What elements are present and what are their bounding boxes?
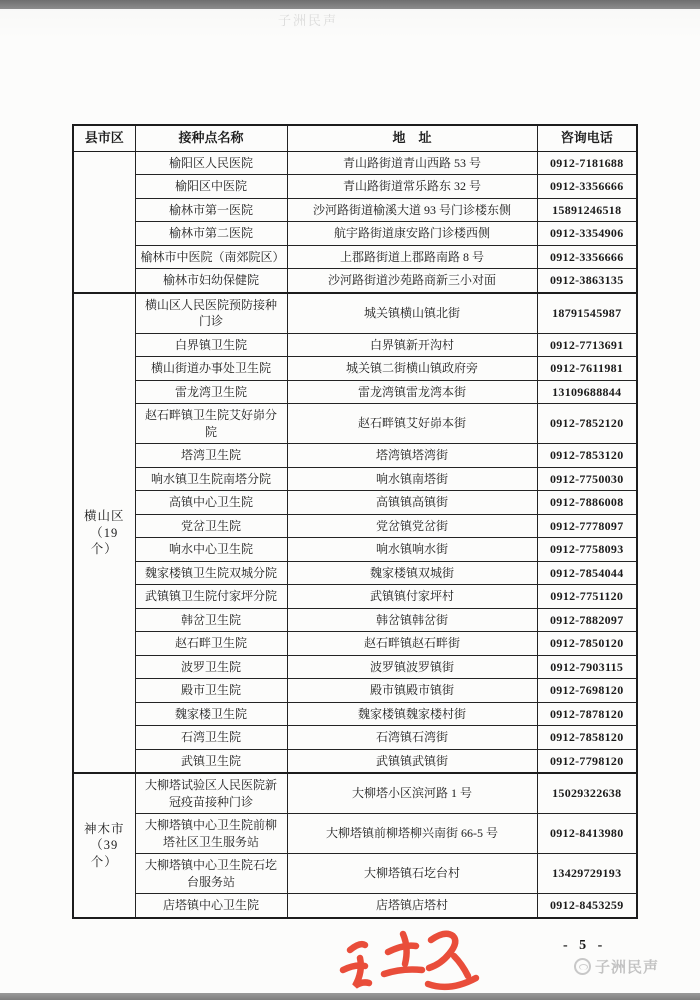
table-row [73, 198, 637, 222]
table-row [73, 175, 637, 199]
phone-cell: 0912-8413980 [537, 814, 637, 854]
address-cell: 大柳塔镇前柳塔柳兴南街 66-5 号 [287, 814, 537, 854]
site-name-cell: 榆林市中医院（南郊院区） [135, 245, 287, 269]
region-count: （19 个） [90, 525, 119, 556]
site-name-cell: 殿市卫生院 [135, 679, 287, 703]
table-row [73, 245, 637, 269]
table-header-row [73, 125, 637, 151]
site-name-cell: 响水中心卫生院 [135, 538, 287, 562]
phone-cell: 0912-7886008 [537, 491, 637, 515]
site-name-cell: 武镇镇卫生院付家坪分院 [135, 585, 287, 609]
phone-cell: 0912-3356666 [537, 175, 637, 199]
table-row [73, 293, 637, 334]
site-name-cell: 韩岔卫生院 [135, 608, 287, 632]
site-name-cell: 党岔卫生院 [135, 514, 287, 538]
table-row [73, 222, 637, 246]
address-cell: 波罗镇波罗镇街 [287, 655, 537, 679]
phone-cell: 0912-7713691 [537, 333, 637, 357]
phone-cell: 0912-7850120 [537, 632, 637, 656]
address-cell: 韩岔镇韩岔街 [287, 608, 537, 632]
site-name-cell: 塔湾卫生院 [135, 444, 287, 468]
address-cell: 党岔镇党岔街 [287, 514, 537, 538]
site-name-cell: 榆林市第二医院 [135, 222, 287, 246]
table-row [73, 269, 637, 293]
site-name-cell: 赵石畔镇卫生院艾好峁分院 [135, 404, 287, 444]
phone-cell: 0912-7903115 [537, 655, 637, 679]
bottom-watermark [574, 956, 659, 977]
phone-cell: 0912-3354906 [537, 222, 637, 246]
site-name-cell: 大柳塔试验区人民医院新冠疫苗接种门诊 [135, 773, 287, 814]
table-row [73, 702, 637, 726]
table-row [73, 380, 637, 404]
address-cell: 大柳塔镇石圪台村 [287, 854, 537, 894]
region-cell [73, 151, 135, 293]
phone-cell: 0912-7854044 [537, 561, 637, 585]
phone-cell: 0912-7852120 [537, 404, 637, 444]
address-cell: 赵石畔镇赵石畔街 [287, 632, 537, 656]
address-cell: 城关镇二街横山镇政府旁 [287, 357, 537, 381]
address-cell: 石湾镇石湾街 [287, 726, 537, 750]
address-cell: 高镇镇高镇街 [287, 491, 537, 515]
site-name-cell: 魏家楼卫生院 [135, 702, 287, 726]
site-name-cell: 店塔镇中心卫生院 [135, 894, 287, 918]
address-cell: 塔湾镇塔湾街 [287, 444, 537, 468]
address-cell: 青山路街道青山西路 53 号 [287, 151, 537, 175]
top-watermark: 子洲民声 [278, 13, 339, 28]
table-row [73, 679, 637, 703]
site-name-cell: 榆阳区人民医院 [135, 151, 287, 175]
phone-cell: 0912-3863135 [537, 269, 637, 293]
table-row [73, 333, 637, 357]
table-row [73, 467, 637, 491]
region-cell [73, 293, 135, 774]
table-row [73, 514, 637, 538]
col-header-site-name: 接种点名称 [135, 125, 287, 151]
address-cell: 白界镇新开沟村 [287, 333, 537, 357]
table-row [73, 773, 637, 814]
site-name-cell: 榆林市第一医院 [135, 198, 287, 222]
phone-cell: 0912-7798120 [537, 749, 637, 773]
phone-cell: 0912-3356666 [537, 245, 637, 269]
phone-cell: 0912-7858120 [537, 726, 637, 750]
address-cell: 魏家楼镇双城街 [287, 561, 537, 585]
table-row [73, 561, 637, 585]
address-cell: 魏家楼镇魏家楼村街 [287, 702, 537, 726]
phone-cell: 13429729193 [537, 854, 637, 894]
table-row [73, 538, 637, 562]
address-cell: 响水镇响水街 [287, 538, 537, 562]
region-name: 横山区 [83, 509, 125, 523]
phone-cell: 18791545987 [537, 293, 637, 334]
address-cell: 大柳塔小区滨河路 1 号 [287, 773, 537, 814]
scan-top-edge [0, 0, 700, 9]
address-cell: 航宇路街道康安路门诊楼西侧 [287, 222, 537, 246]
site-name-cell: 高镇中心卫生院 [135, 491, 287, 515]
phone-cell: 15029322638 [537, 773, 637, 814]
address-cell: 武镇镇武镇街 [287, 749, 537, 773]
col-header-region: 县市区 [73, 125, 135, 151]
address-cell: 武镇镇付家坪村 [287, 585, 537, 609]
address-cell: 青山路街道常乐路东 32 号 [287, 175, 537, 199]
table-row [73, 854, 637, 894]
site-name-cell: 白界镇卫生院 [135, 333, 287, 357]
site-name-cell: 响水镇卫生院南塔分院 [135, 467, 287, 491]
phone-cell: 0912-8453259 [537, 894, 637, 918]
site-name-cell: 雷龙湾卫生院 [135, 380, 287, 404]
scan-bottom-edge [0, 993, 700, 1000]
table-row [73, 894, 637, 918]
page-number: - 5 - [563, 938, 607, 953]
address-cell: 城关镇横山镇北街 [287, 293, 537, 334]
phone-cell: 0912-7751120 [537, 585, 637, 609]
site-name-cell: 横山街道办事处卫生院 [135, 357, 287, 381]
phone-cell: 0912-7758093 [537, 538, 637, 562]
table-row [73, 814, 637, 854]
watermark-logo-icon [574, 958, 591, 975]
phone-cell: 0912-7853120 [537, 444, 637, 468]
region-name: 神木市 [83, 821, 125, 836]
phone-cell: 13109688844 [537, 380, 637, 404]
address-cell: 雷龙湾镇雷龙湾本街 [287, 380, 537, 404]
table-row [73, 491, 637, 515]
col-header-address: 地 址 [287, 125, 537, 151]
table-row [73, 608, 637, 632]
site-name-cell: 波罗卫生院 [135, 655, 287, 679]
phone-cell: 0912-7882097 [537, 608, 637, 632]
table-row [73, 632, 637, 656]
site-name-cell: 榆阳区中医院 [135, 175, 287, 199]
table-row [73, 151, 637, 175]
phone-cell: 0912-7698120 [537, 679, 637, 703]
address-cell: 殿市镇殿市镇街 [287, 679, 537, 703]
address-cell: 沙河路街道榆溪大道 93 号门诊楼东侧 [287, 198, 537, 222]
region-cell [73, 773, 135, 918]
address-cell: 沙河路街道沙苑路商新三小对面 [287, 269, 537, 293]
table-row [73, 357, 637, 381]
phone-cell: 0912-7181688 [537, 151, 637, 175]
watermark-text: 子洲民声 [595, 959, 660, 976]
table-row [73, 404, 637, 444]
address-cell: 店塔镇店塔村 [287, 894, 537, 918]
red-calligraphy-stamp [336, 922, 494, 1000]
site-name-cell: 赵石畔卫生院 [135, 632, 287, 656]
table-row [73, 726, 637, 750]
phone-cell: 0912-7878120 [537, 702, 637, 726]
site-name-cell: 武镇卫生院 [135, 749, 287, 773]
phone-cell: 15891246518 [537, 198, 637, 222]
vaccination-points-table [72, 124, 638, 919]
phone-cell: 0912-7611981 [537, 357, 637, 381]
site-name-cell: 横山区人民医院预防接种门诊 [135, 293, 287, 334]
table-row [73, 444, 637, 468]
site-name-cell: 大柳塔镇中心卫生院前柳塔社区卫生服务站 [135, 814, 287, 854]
phone-cell: 0912-7778097 [537, 514, 637, 538]
site-name-cell: 魏家楼镇卫生院双城分院 [135, 561, 287, 585]
table-row [73, 655, 637, 679]
address-cell: 赵石畔镇艾好峁本街 [287, 404, 537, 444]
table-row [73, 585, 637, 609]
address-cell: 上郡路街道上郡路南路 8 号 [287, 245, 537, 269]
address-cell: 响水镇南塔街 [287, 467, 537, 491]
table-row [73, 749, 637, 773]
site-name-cell: 大柳塔镇中心卫生院石圪台服务站 [135, 854, 287, 894]
col-header-phone: 咨询电话 [537, 125, 637, 151]
phone-cell: 0912-7750030 [537, 467, 637, 491]
site-name-cell: 石湾卫生院 [135, 726, 287, 750]
site-name-cell: 榆林市妇幼保健院 [135, 269, 287, 293]
region-count: （39 个） [90, 838, 119, 869]
